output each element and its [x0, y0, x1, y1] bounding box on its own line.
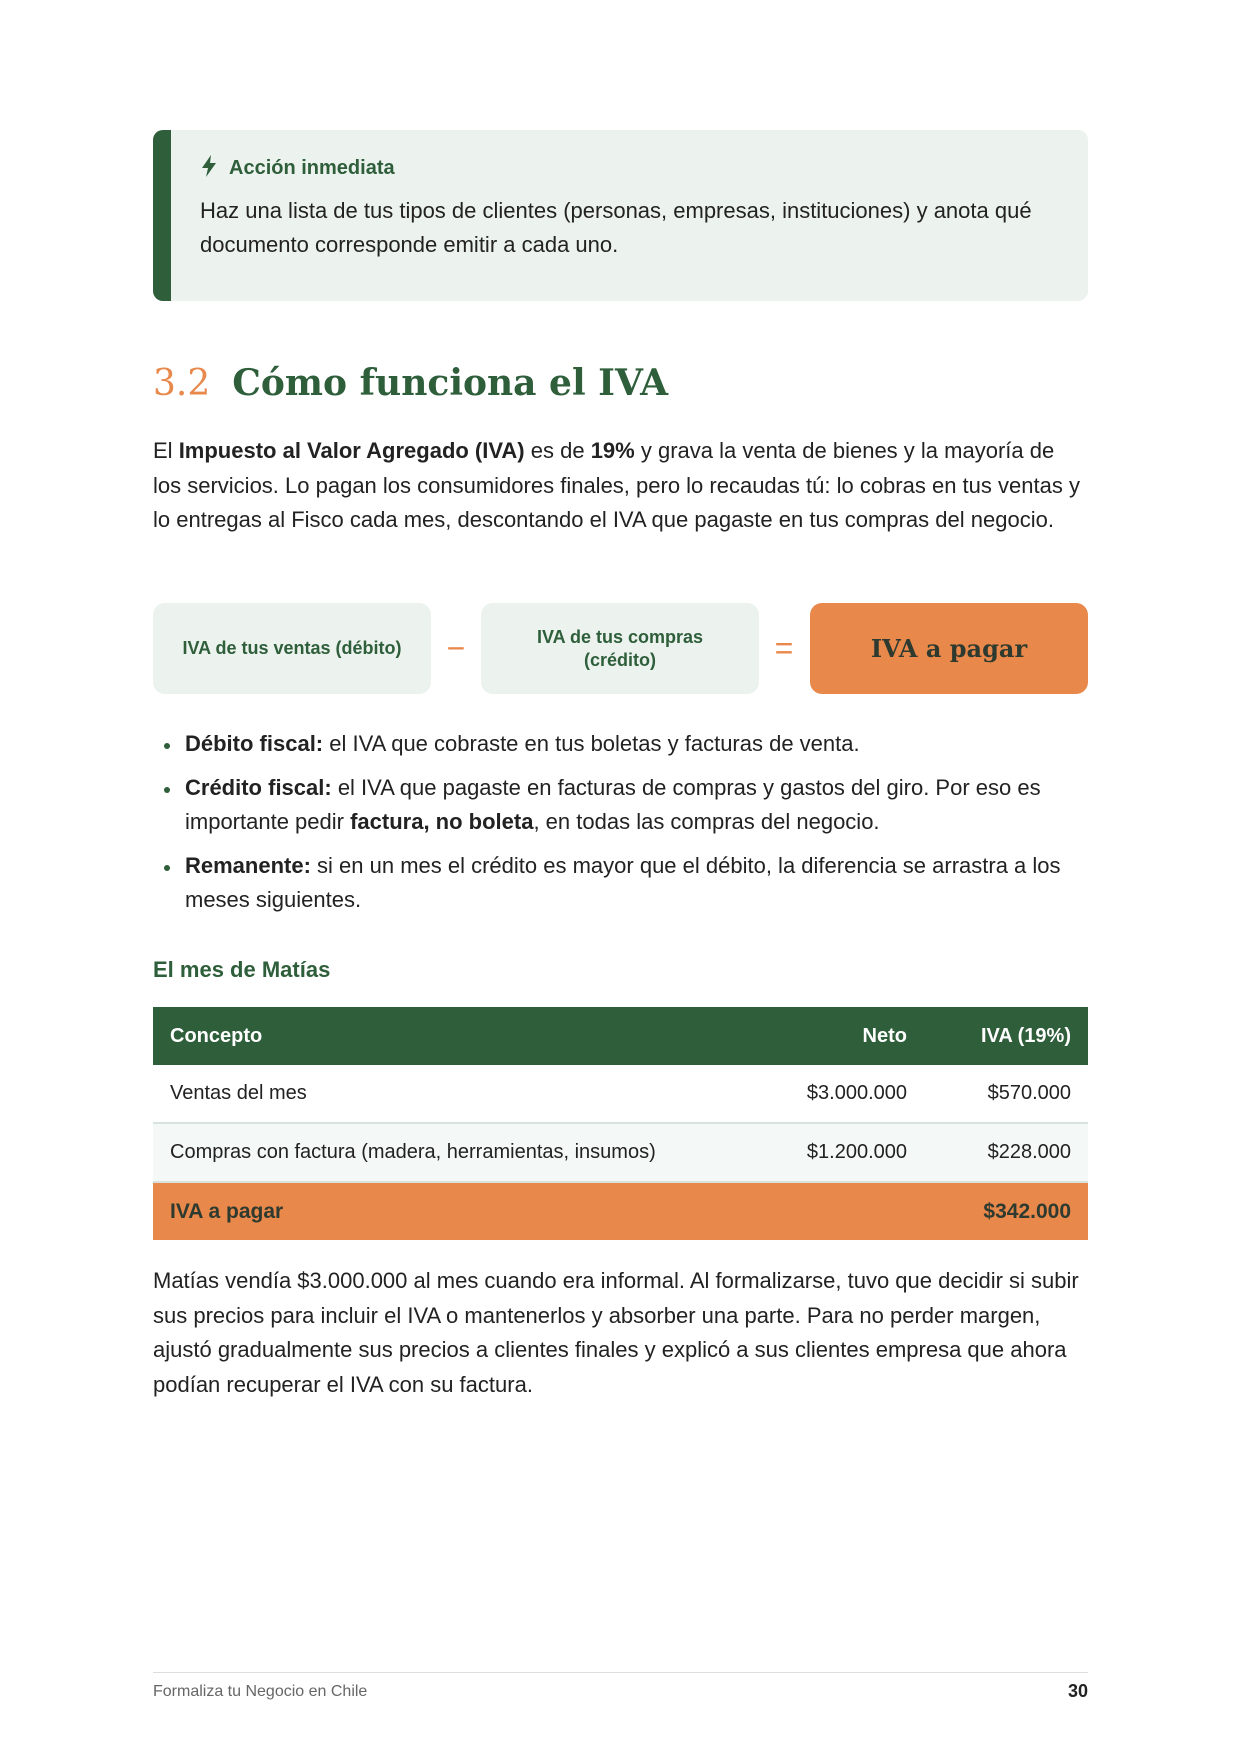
- callout-header: [199, 154, 395, 183]
- iva-concepts-list: [153, 727, 1088, 927]
- formula-equals-sign: =: [774, 630, 794, 666]
- lightning-icon: [199, 154, 219, 183]
- formula-debit-box: [153, 603, 431, 694]
- list-item-term: Débito fiscal:: [185, 731, 324, 756]
- header-iva: IVA (19%): [924, 1007, 1088, 1065]
- table-cell-neto: $1.200.000: [740, 1123, 924, 1182]
- list-item-text: si en un mes el crédito es mayor que el débito, la diferencia se arrastra a los meses siguientes.: [185, 852, 1061, 912]
- list-item-text: el IVA que cobraste en tus boletas y facturas de venta.: [323, 731, 860, 756]
- action-callout: [153, 130, 1088, 301]
- closing-paragraph: Matías vendía $3.000.000 al mes cuando era informal. Al formalizarse, tuvo que decidir si subir sus precios para incluir el IVA o mantenerlos y absorber una parte. Para no perder margen, ajustó gradualmente sus precios a clientes finales y explicó a sus clientes empresa que ahora podían recuperar el IVA con su factura.: [153, 1268, 1079, 1397]
- list-item: [153, 849, 1088, 918]
- table-cell-iva: $570.000: [924, 1065, 1088, 1123]
- formula-debit-label: IVA de tus ventas (débito): [182, 638, 402, 658]
- intro-text: es de: [524, 438, 591, 463]
- intro-bold-iva: Impuesto al Valor Agregado (IVA): [178, 438, 525, 463]
- section-number: 3.2: [153, 363, 211, 404]
- list-item: [153, 727, 1088, 762]
- callout-title: Acción inmediata: [229, 157, 395, 179]
- header-concepto: Concepto: [153, 1007, 740, 1065]
- formula-minus-sign: −: [446, 630, 466, 666]
- callout-accent-bar: [153, 130, 171, 301]
- iva-formula: [153, 603, 1088, 694]
- list-item: [153, 771, 1088, 840]
- intro-text: El: [153, 438, 179, 463]
- page-number: 30: [1067, 1681, 1088, 1701]
- table-title: El mes de Matías: [153, 957, 331, 982]
- table-row: [153, 1065, 1088, 1123]
- table-total-row: [153, 1182, 1088, 1240]
- table-total-empty: [740, 1182, 924, 1240]
- formula-result-label: IVA a pagar: [870, 634, 1028, 663]
- list-item-emphasis: factura, no boleta: [350, 809, 534, 834]
- formula-credit-box: [481, 603, 759, 694]
- intro-paragraph: [153, 434, 1088, 538]
- intro-bold-rate: 19%: [590, 438, 635, 463]
- formula-credit-label: IVA de tus compras (crédito): [536, 626, 704, 670]
- list-item-text: , en todas las compras del negocio.: [533, 809, 880, 834]
- table-cell-concept: Ventas del mes: [153, 1065, 740, 1123]
- table-row: [153, 1123, 1088, 1182]
- formula-result-box: [810, 603, 1088, 694]
- header-neto: Neto: [740, 1007, 924, 1065]
- list-item-text: el IVA que pagaste en facturas de compras y gastos del giro. Por eso es importante pedir: [185, 774, 1041, 834]
- section-heading: [153, 362, 668, 404]
- section-title: Cómo funciona el IVA: [232, 362, 669, 404]
- table-cell-iva: $228.000: [924, 1123, 1088, 1182]
- list-item-term: Remanente:: [185, 852, 311, 878]
- footer-book-title: Formaliza tu Negocio en Chile: [153, 1683, 368, 1700]
- table-cell-neto: $3.000.000: [740, 1065, 924, 1123]
- intro-text: y grava la venta de bienes y la mayoría de los servicios. Lo pagan los consumidores finales, pero lo recaudas tú: lo cobras en tus ventas y lo entregas al Fisco cada mes, descontando el IVA que pagaste en tus compras del negocio.: [153, 438, 1080, 532]
- table-header-row: [153, 1007, 1088, 1065]
- table-cell-concept: Compras con factura (madera, herramientas, insumos): [153, 1123, 740, 1182]
- iva-example-table: [153, 1007, 1088, 1240]
- footer-divider: [153, 1672, 1088, 1673]
- table-total-label: IVA a pagar: [153, 1182, 740, 1240]
- table-total-value: $342.000: [924, 1182, 1088, 1240]
- callout-body: Haz una lista de tus tipos de clientes (personas, empresas, instituciones) y anota qué documento corresponde emitir a cada uno.: [200, 198, 1032, 257]
- list-item-term: Crédito fiscal:: [185, 774, 332, 800]
